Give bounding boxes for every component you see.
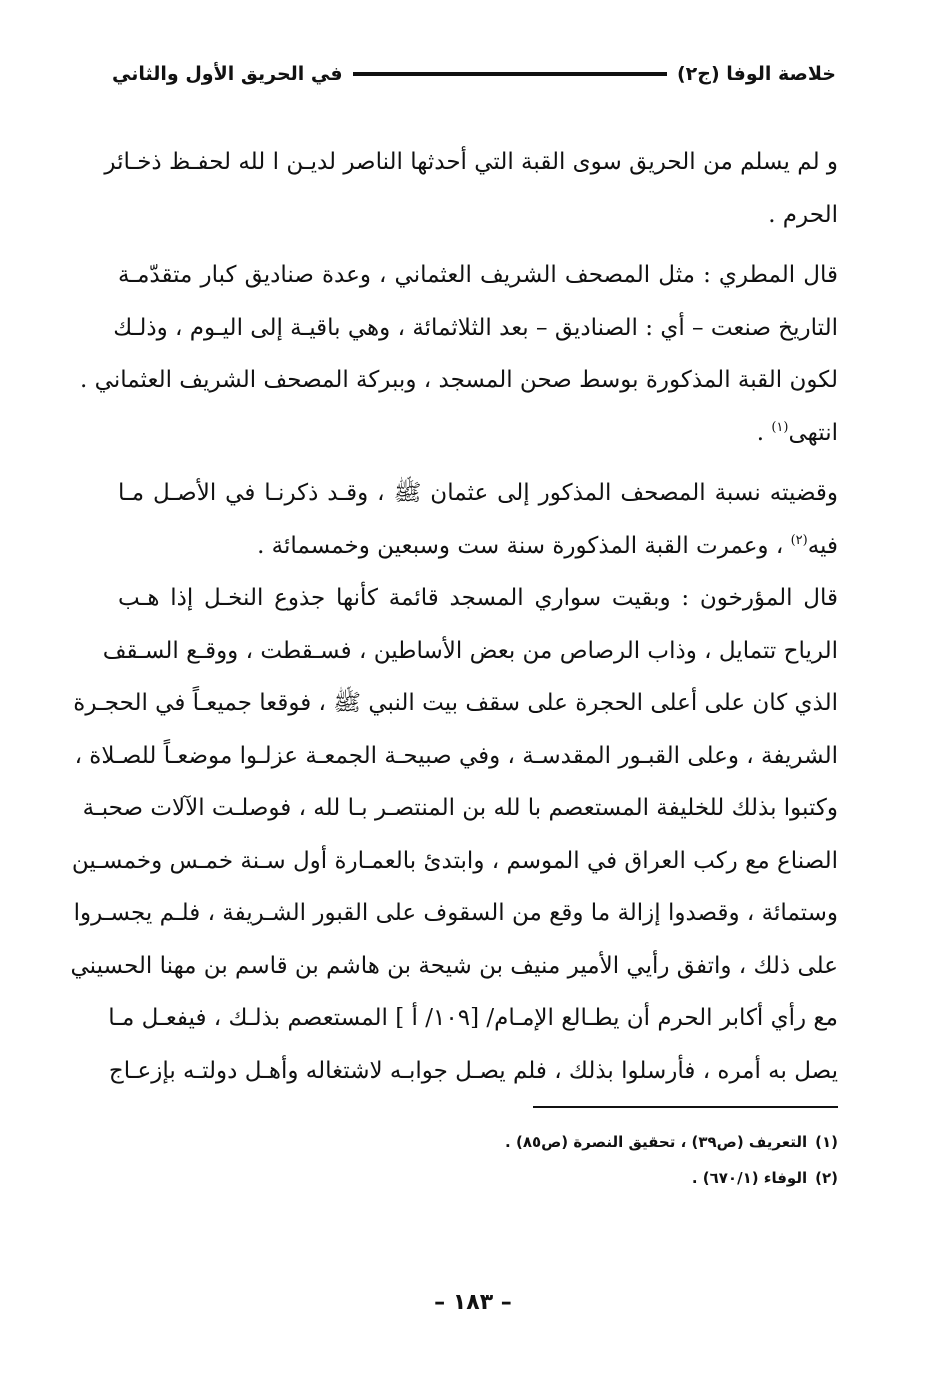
paragraph-2	[80, 249, 838, 459]
footnote-2	[400, 1160, 838, 1196]
text-line: لكون القبة المذكورة بوسط صحن المسجد ، وببركة المصحف الشريف العثماني .	[80, 367, 838, 393]
text-line: يصل به أمره ، فأرسلوا بذلك ، فلم يصـل جوابـه لاشتغاله وأهـل دولتـه بإزعـاج	[108, 1057, 838, 1084]
footnote-separator	[533, 1106, 838, 1108]
running-header-section: في الحريق الأول والثاني	[112, 63, 343, 85]
text-line: قال المطري : مثل المصحف الشريف العثماني ، وعدة صناديق كبار متقدّمـة	[118, 262, 838, 288]
footnote-1	[400, 1124, 838, 1160]
text-line: وستمائة ، وقصدوا إزالة ما وقع من السقوف على القبور الشـريفة ، فلـم يجسـروا	[73, 900, 838, 926]
footnote-ref-1: (١)	[771, 419, 789, 435]
paragraph-3	[118, 467, 838, 572]
text-line	[118, 407, 838, 460]
text-line: الشريفة ، وعلى القبـور المقدسـة ، وفي صبيحـة الجمعـة عزلـوا موضعـاً للصـلاة ،	[74, 742, 838, 769]
text-line: الذي كان على أعلى الحجرة على سقف بيت النبي ﷺ ، فوقعا جميعـاً في الحجـرة	[73, 690, 838, 716]
paragraph-1	[104, 136, 838, 241]
header-rule	[353, 72, 667, 76]
text-line: الصناع مع ركب العراق في الموسم ، وابتدئ بالعمـارة أول سـنة خمـس وخمسـين	[71, 847, 838, 874]
text-line: و لم يسلم من الحريق سوى القبة التي أحدثها الناصر لديـن ا لله لحفـظ ذخـائر	[104, 149, 838, 175]
text-line: على ذلك ، واتفق رأيي الأمير منيف بن شيحة بن هاشم بن قاسم بن مهنا الحسيني	[70, 952, 838, 979]
text-line: الحرم .	[768, 201, 838, 228]
text-line: التاريخ صنعت – أي : الصناديق – بعد الثلاثمائة ، وهي باقيـة إلى اليـوم ، وذلـك	[113, 314, 838, 341]
footnote-ref-2: (٢)	[790, 532, 808, 548]
text-line: وقضيته نسبة المصحف المذكور إلى عثمان ﷺ ، وقـد ذكرنـا في الأصـل مـا	[118, 480, 838, 506]
paragraph-4	[70, 572, 838, 1097]
footnote-number: (٢)	[815, 1169, 838, 1187]
text-line-end: ، وعمرت القبة المذكورة سنة ست وسبعين وخمسمائة .	[257, 532, 791, 559]
text-line-end: .	[756, 419, 772, 446]
text-line: قال المؤرخون : وبقيت سواري المسجد قائمة كأنها جذوع النخـل إذا هـب	[118, 585, 838, 611]
text-line: وكتبوا بذلك للخليفة المستعصم با لله بن المنتصـر بـا لله ، فوصلـت الآلات صحبـة	[82, 795, 838, 821]
footnote-number: (١)	[815, 1133, 838, 1151]
footnote-text: الوفاء (٦٧٠/١) .	[691, 1169, 808, 1187]
running-header-title: خلاصة الوفا (ج٢)	[676, 63, 836, 85]
footnote-text: التعريف (ص٣٩) ، تحقيق النصرة (ص٨٥) .	[505, 1133, 808, 1151]
text-line	[118, 520, 838, 573]
text-line: مع رأي أكابر الحرم أن يطـالع الإمـام/ [١٠٩/ أ ] المستعصم بذلـك ، فيفعـل مـا	[108, 1005, 838, 1031]
page-number: – ١٨٣ –	[434, 1290, 512, 1315]
footnotes	[400, 1124, 838, 1196]
text-line-start: فيه	[807, 532, 838, 559]
body-text	[70, 136, 838, 1097]
text-line: الرياح تتمايل ، وذاب الرصاص من بعض الأساطين ، فسـقطت ، ووقـع السـقف	[102, 637, 838, 664]
text-line-start: انتهى	[788, 419, 838, 446]
running-header	[112, 54, 836, 94]
